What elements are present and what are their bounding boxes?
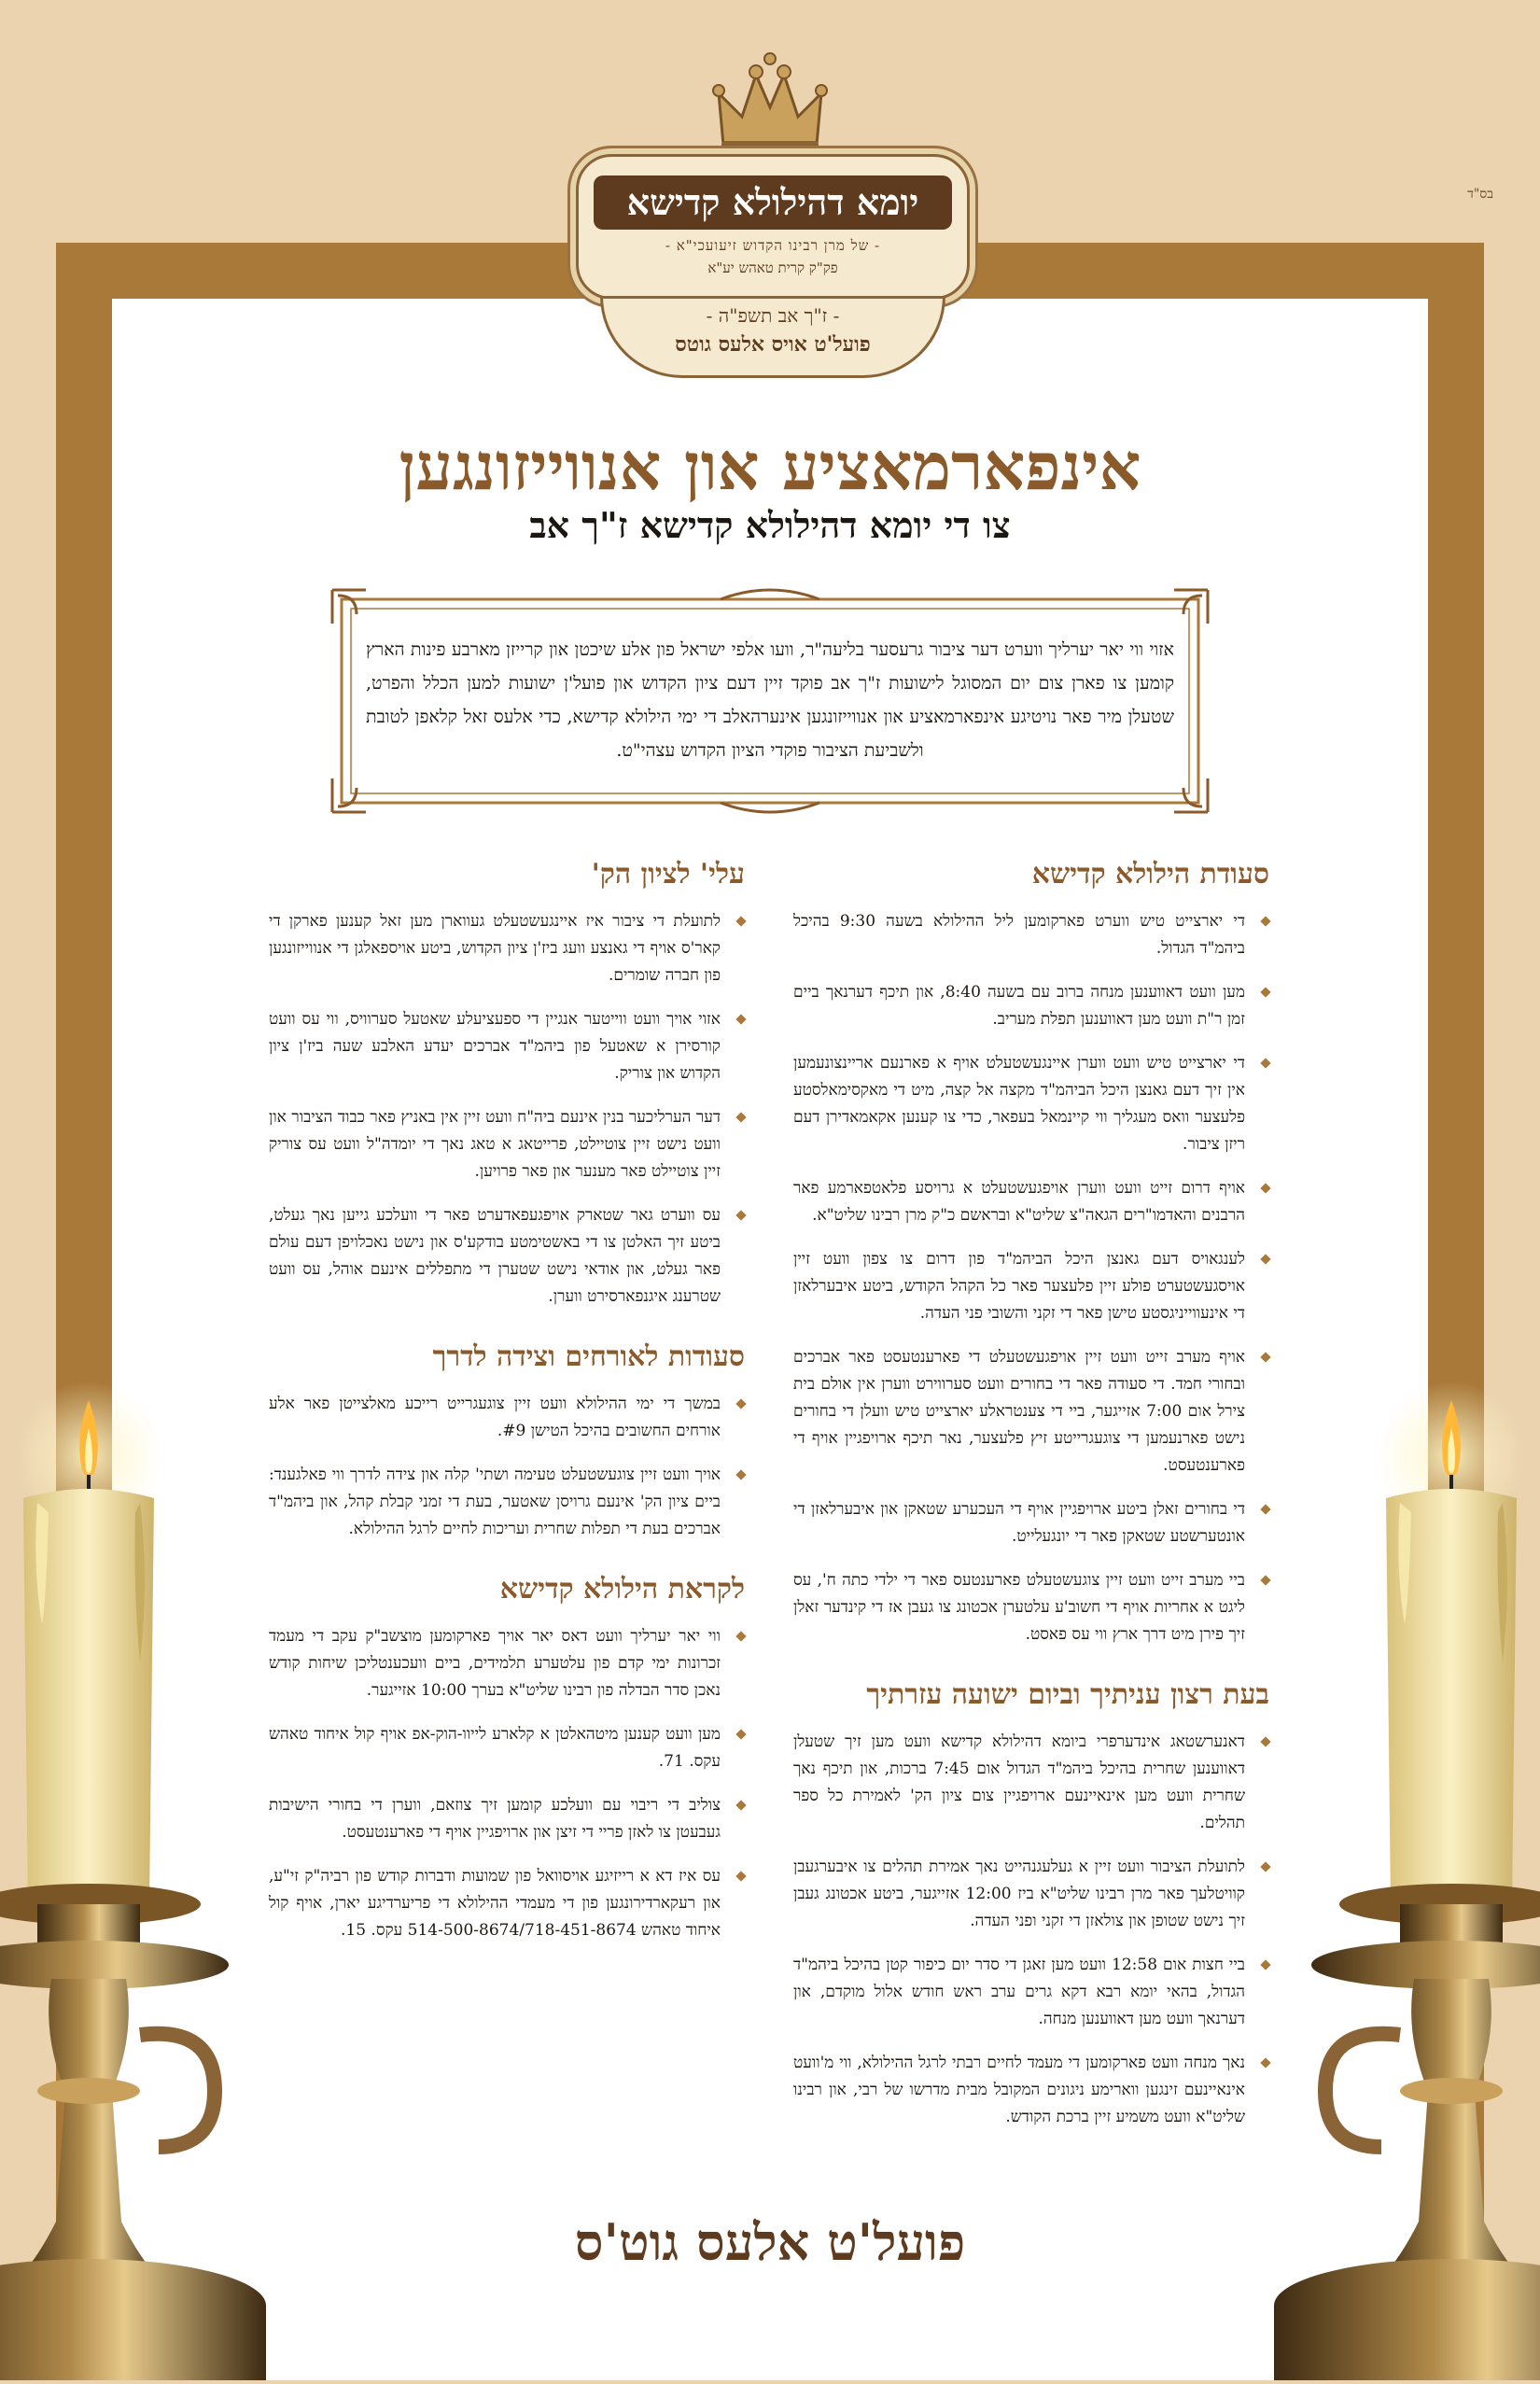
list-item: עס איז דא א רייזיגע אויסוואל פון שמועות ודברות קודש פון רביה"ק זי"ע, און רעקארדירונגען פון די מעמדי ההילולא די פריערדיגע יארן, אויף קול איחוד טאהש 514-500-8674/718-451-8674 עקס. 15. (269, 1863, 745, 1944)
diamond-bullet-icon (735, 1112, 746, 1122)
logo-line1: - של מרן רבינו הקדוש זיעועכי"א - (665, 237, 881, 254)
diamond-bullet-icon (735, 1398, 746, 1409)
list-item: ביי מערב זייט וועט זיין צוגעשטעלט פארענטעס פאר די ילדי כתה ח', עס ליגט א אחריות אויף די חשוב'ע עלטערן אכטונג צו געבן אז די קינדער זאלן זיך פירן מיט דרך ארץ ווי עס פאסט. (793, 1567, 1269, 1648)
list-item: די בחורים זאלן ביטע ארויפגיין אויף די העכערע שטאקן און איבערלאזן די אונטערשטע שטאקן פאר די יונגעלייט. (793, 1496, 1269, 1550)
list-item: מען וועט דאווענען מנחה ברוב עם בשעה 8:40, און תיכף דערנאך ביים זמן ר"ת וועט מען דאווענען תפלת מעריב. (793, 979, 1269, 1033)
diamond-bullet-icon (1260, 1183, 1270, 1193)
section-eis-ratzon (793, 1675, 1269, 2131)
list-item: די יארצייט טיש ווערט פארקומען ליל ההילולא בשעה 9:30 בהיכל ביהמ"ד הגדול. (793, 908, 1269, 962)
page-subtitle: צו די יומא דהילולא קדישא ז"ך אב (529, 504, 1011, 546)
list-item: מען וועט קענען מיטהאלטן א קלארע לייוו-הוק-אפ אויף קול איחוד טאהש עקס. 71. (269, 1721, 745, 1775)
diamond-bullet-icon (735, 1800, 746, 1810)
diamond-bullet-icon (735, 1729, 746, 1739)
intro-text: אזוי ווי יאר יערליך ווערט דער ציבור גרעסער בליעה"ר, וועו אלפי ישראל פון אלע שיכטן און קרייזן מארבע פינות הארץ קומען צו פארן צום יום המסוגל לישועות ז"ך אב פוקד זיין דעם ציון הקדוש און פועל'ן ישועות למען הכלל והפרט, שטעלן מיר פאר נויטיגע אינפארמאציע און אנווייזונגען אינערהאלב די ימי הילולא קדישא, כדי אלעס זאל קלאפן לטובת ולשביעת הציבור פוקדי הציון הקדוש עצהי"ט. (366, 639, 1174, 761)
section-title: סעודות לאורחים וצידה לדרך (432, 1340, 745, 1373)
right-column (793, 854, 1269, 2157)
diamond-bullet-icon (735, 1210, 746, 1220)
candle-left-icon (0, 1381, 289, 2380)
diamond-bullet-icon (735, 1469, 746, 1479)
list-item: לתועלת הציבור וועט זיין א געלעגנהייט נאך אמירת תהלים צו איבערגעבן קוויטלעך פאר מרן רבינו שליט"א ביז 12:00 אזייגער, ביטע אכטונג געבן זיך נישט שטופן און צולאזן די זקני ופני העדה. (793, 1854, 1269, 1935)
section-aliya-tziyun (269, 854, 745, 1311)
diamond-bullet-icon (1260, 987, 1270, 997)
diamond-bullet-icon (735, 916, 746, 926)
logo-line2: פק"ק קרית טאהש יע"א (707, 259, 838, 276)
list-item: אויף מערב זייט וועט זיין אויפגעשטעלט די פארענטעסט פאר אברכים ובחורי חמד. די סעודה פאר די בחורים וועט סערווירט ווערן אין אולם בית צירל אום 7:00 אזייגער, ביי די צענטראלע יארצייט טיש וועלן די בחורים נישט פארנעמען די צוגעגרייטע זיץ פלעצער, נאר תיכף ארויפגיין אויף די פארענטעסט. (793, 1344, 1269, 1479)
footer-slogan: פועל'ט אלעס גוט'ס (574, 2212, 966, 2272)
left-column (269, 854, 745, 1970)
list-item: לתועלת די ציבור איז איינגעשטעלט געווארן מען זאל קענען פארקן די קאר'ס אויף די גאנצע וועג ביז'ן ציון הקדוש, ביטע אויספאלגן די אנווייזונגען פון חברה שומרים. (269, 908, 745, 989)
list-item: לענגאויס דעם גאנצן היכל הביהמ"ד פון דרום צו צפון וועט זיין אויסגעשטערט פולע זיין פלעצער פאר כל הקהל הקודש, ביטע איבערלאזן די אינעווייניגסטע טישן פאר די זקני והשובי פני העדה. (793, 1246, 1269, 1327)
section-title: סעודת הילולא קדישא (1031, 858, 1269, 890)
candle-right-icon (1251, 1381, 1540, 2380)
diamond-bullet-icon (1260, 1352, 1270, 1362)
list-item: דער הערליכער בנין אינעם ביה"ח וועט זיין אין באניץ פאר כבוד הציבור און וועט נישט זיין צוטיילט, פרייטאג א טאג נאך די יומדה"ל וועט עס צוריק זיין צוטיילט פאר מענער און פאר פרויען. (269, 1104, 745, 1185)
diamond-bullet-icon (735, 1631, 746, 1641)
section-title: עלי' לציון הק' (591, 858, 745, 890)
list-item: אויף דרום זייט וועט ווערן אויפגעשטעלט א גרויסע פלאטפארמע פאר הרבנים והאדמו"רים הגאה"צ שליט"א ובראשם כ"ק מרן רבינו שליט"א. (793, 1175, 1269, 1229)
section-title: בעת רצון עניתיך וביום ישועה עזרתיך (866, 1678, 1269, 1711)
list-item: דאנערשטאג אינדערפרי ביומא דהילולא קדישא וועט מען זיך שטעלן דאווענען שחרית בהיכל ביהמ"ד הגדול אום 7:45 ברכות, און תיכף נאך שחרית וועט מען אינאיינעם ארויפגיין צום ציון הק' לאמירת כל ספר תהלים. (793, 1729, 1269, 1837)
logo-plaque (576, 154, 970, 300)
section-seudos-orchim (269, 1337, 745, 1543)
list-item: צוליב די ריבוי עם וועלכע קומען זיך צוזאם, ווערן די בחורי הישיבות געבעטן צו לאזן פריי די זיצן און ארויפגיין אויף די פארענטעסט. (269, 1792, 745, 1846)
logo-title: יומא דהילולא קדישא (594, 175, 952, 230)
page-title: אינפארמאציע און אנווייזונגען (399, 428, 1141, 505)
diamond-bullet-icon (1260, 1058, 1270, 1068)
section-likras-hilula (269, 1569, 745, 1944)
intro-box (329, 586, 1211, 816)
list-item: עס ווערט גאר שטארק אויפגעפאדערט פאר די וועלכע גייען נאך געלט, ביטע זיך האלטן צו די באשטימטע בודקע'ס און נישט נאכלויפן דעם עולם פאר געלט, און אודאי נישט שטערן די מתפללים אינעם אוהל, עס וועט שטרענג איגנפארסירט ווערן. (269, 1202, 745, 1311)
section-title: לקראת הילולא קדישא (499, 1573, 745, 1606)
section-seudas-hilula (793, 854, 1269, 1648)
list-item: אויך וועט זיין צוגעשטעלט טעימה ושתי' קלה און צידה לדרך ווי פאלגענד: ביים ציון הק' אינעם גרויסן שאטער, בעת די זמני קבלת קהל, און ביהמ"ד אברכים בעת די תפלות שחרית ועריכות לחיים לרגל ההילולא. (269, 1462, 745, 1543)
logo-date: - ז"ך אב תשפ"ה - (706, 304, 840, 327)
list-item: די יארצייט טיש וועט ווערן איינגעשטעלט אויף א פארנעם אריינצונעמען אין זיך דעם גאנצן היכל הביהמ"ד מקצה אל קצה, מיט די מאקסימאלסטע פלעצער וואס מעגליך ווי קיינמאל בעפאר, כדי צו קענען אקאמאדירן דעם ריזן ציבור. (793, 1050, 1269, 1158)
logo-tagline: פועל'ט אויס אלעס גוטס (675, 332, 871, 357)
diamond-bullet-icon (1260, 1254, 1270, 1264)
list-item: ווי יאר יערליך וועט דאס יאר אויך פארקומען מוצשב"ק עקב די מעמד זכרונות ימי קדם פון עלטערע תלמידים, ביים וועכענטליכן שיחות קודש נאכן סדר הבדלה פון רבינו שליט"א בערך 10:00 אזייגער. (269, 1623, 745, 1704)
list-item: אזוי אויך וועט ווייטער אנגיין די ספעציעלע שאטעל סערוויס, ווי עס וועט קורסירן א שאטעל פון ביהמ"ד אברכים יעדע האלבע שעה ביז'ן ציון הקדוש און צוריק. (269, 1006, 745, 1087)
crown-icon (705, 51, 835, 159)
list-item: ביי חצות אום 12:58 וועט מען זאגן די סדר יום כיפור קטן בהיכל ביהמ"ד הגדול, בהאי יומא רבא דקא גרים ערב ראש חודש אלול מוקדם, און דערנאך וועט מען דאווענען מנחה. (793, 1952, 1269, 2033)
list-item: נאך מנחה וועט פארקומען די מעמד לחיים רבתי לרגל ההילולא, ווי מ'וועט אינאיינעם זינגען ווארימע ניגונים המקובל מבית מדרשו של רבי, און רבינו שליט"א וועט משמיע זיין ברכת הקודש. (793, 2050, 1269, 2131)
diamond-bullet-icon (735, 1014, 746, 1024)
diamond-bullet-icon (735, 1871, 746, 1881)
event-logo (567, 51, 973, 387)
list-item: במשך די ימי ההילולא וועט זיין צוגעגרייט רייכע מאלצייטן פאר אלע אורחים החשובים בהיכל הטישן #9. (269, 1391, 745, 1445)
bsd-mark: בס"ד (1467, 187, 1493, 202)
diamond-bullet-icon (1260, 916, 1270, 926)
logo-ribbon (600, 296, 945, 378)
